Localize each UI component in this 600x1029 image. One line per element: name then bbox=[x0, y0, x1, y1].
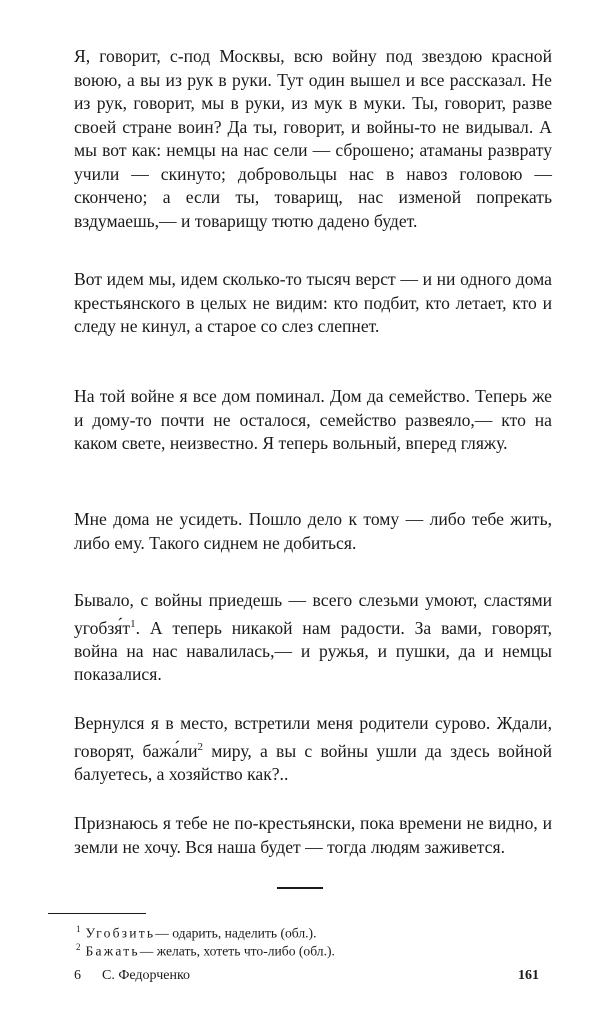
paragraph-text: миру, а вы с войны ушли да здесь войной балуетесь, а хозяйство как?.. bbox=[74, 740, 552, 784]
footnote-term: Бажать bbox=[85, 943, 140, 959]
paragraph-text: Вот идем мы, идем сколько-то тысяч верст — и ни одного дома крестьянского в целых не видим: кто подбит, кто летает, кто и следу не кинул, а старое со слез слепнет. bbox=[74, 269, 552, 336]
footnote-number: 2 bbox=[76, 942, 81, 952]
footnote-ref: 2 bbox=[197, 740, 204, 753]
paragraph-text: Вернулся я в место, встретили меня родители сурово. Ждали, говорят, бажа́ли bbox=[74, 713, 552, 761]
paragraph-text: Мне дома не усидеть. Пошло дело к тому — либо тебе жить, либо ему. Такого сиднем не добиться. bbox=[74, 509, 552, 553]
footnote-ref: 1 bbox=[130, 617, 136, 630]
paragraph-text: Признаюсь я тебе не по-крестьянски, пока времени не видно, и земли не хочу. Вся наша будет — тогда людям заживется. bbox=[74, 813, 552, 857]
paragraph-6 bbox=[74, 712, 552, 786]
signature-name: С. Федорченко bbox=[102, 968, 191, 983]
paragraph-4 bbox=[74, 508, 552, 555]
footnote-number: 1 bbox=[76, 924, 81, 934]
paragraph-text: На той войне я все дом поминал. Дом да семейство. Теперь же и дому-то почти не осталося, семейство развеяло,— кто на каком свете, неизвестно. Я теперь вольный, вперед гляжу. bbox=[74, 386, 552, 453]
paragraph-3 bbox=[74, 385, 552, 456]
signature-number: 6 bbox=[74, 968, 81, 983]
paragraph-text: Бывало, с войны приедешь — всего слезьми умоют, сластями угобзя́т bbox=[74, 590, 552, 638]
paragraph-text: . А теперь никакой нам радости. За вами, говорят, война на нас навалилась,— и ружья, и пушки, да и немцы показалися. bbox=[74, 617, 552, 685]
paragraph-5 bbox=[74, 589, 552, 687]
footnote-term: Угобзить bbox=[85, 925, 156, 941]
footnote-2 bbox=[76, 938, 335, 961]
paragraph-2 bbox=[74, 268, 552, 339]
footnote-definition: — одарить, наделить (обл.). bbox=[155, 925, 317, 941]
footnote-rule bbox=[48, 913, 146, 914]
section-divider bbox=[277, 887, 323, 889]
paragraph-1 bbox=[74, 45, 552, 233]
paragraph-text: Я, говорит, с-под Москвы, всю войну под звездою красной воюю, а вы из рук в руки. Тут один вышел и все рассказал. Не из рук, говорит, мы в руки, из мук в муки. Ты, говорит, разве своей стране воин? Да ты, говорит, и войны-то не видывал. А мы вот как: немцы на нас сели — сброшено; атаманы разврату учили — скинуто; добровольцы нас в навоз головою — скончено; а если ты, товарищ, нас изменой попрекать вздумаешь,— и товарищу тютю дадено будет. bbox=[74, 46, 552, 231]
paragraph-7 bbox=[74, 812, 552, 859]
footnote-definition: — желать, хотеть что-либо (обл.). bbox=[139, 943, 335, 959]
page-number: 161 bbox=[518, 968, 539, 983]
